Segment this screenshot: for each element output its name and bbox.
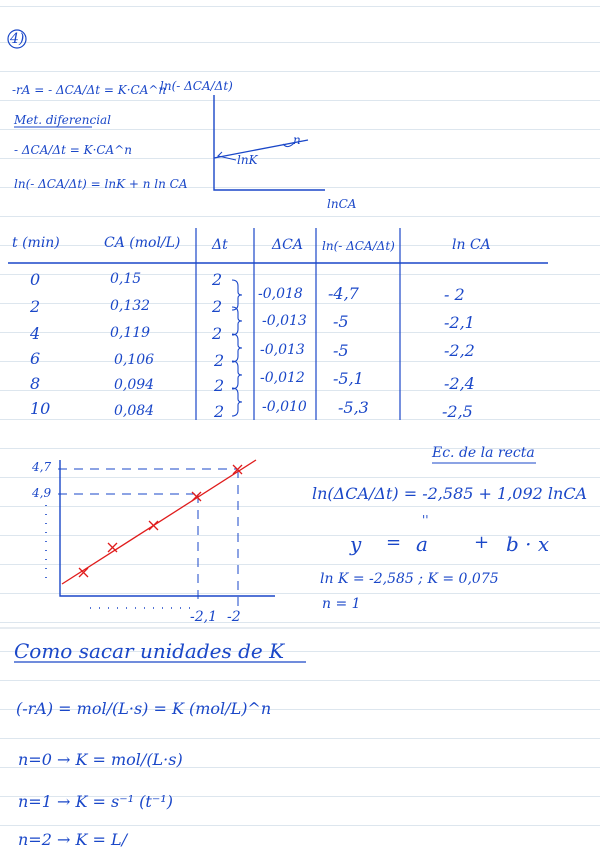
ln-rate-cell: -5,1 [333,369,364,388]
ca-cell: 0,094 [114,377,155,393]
ln-rate-cell: -4,7 [328,284,359,303]
t-cell: 0 [30,270,41,289]
units-n2: n=2 → K = L/ [18,830,128,849]
regression-lnk: ln K = -2,585 ; K = 0,075 [320,571,499,587]
ln-ca-cell: -2,2 [444,341,475,360]
graph-y-tick: 4,7 [32,460,52,474]
ca-cell: 0,084 [114,403,155,419]
table-braces [232,280,242,416]
graph-axes [60,460,275,596]
units-n0: n=0 → K = mol/(L·s) [18,750,183,769]
dca-cell: -0,018 [258,286,303,302]
dca-cell: -0,013 [260,342,305,358]
ln-rate-cell: -5 [333,341,349,360]
header-ln-rate: ln(- ΔCA/Δt) [322,239,395,253]
dt-cell: 2 [214,351,225,370]
diff-equation: - ΔCA/Δt = K·CA^n [14,143,133,157]
graph-y-tick: 4,9 [32,486,52,500]
ln-ca-cell: -2,1 [444,313,475,332]
ln-rate-cell: -5 [333,312,349,331]
header-t: t (min) [12,235,60,251]
units-title: Como sacar unidades de K [14,639,285,663]
regression-equation: ln(ΔCA/Δt) = -2,585 + 1,092 lnCA [312,484,588,503]
regression-title: Ec. de la recta [432,445,535,461]
regression-n: n = 1 [322,596,361,612]
graph-dots [46,505,190,608]
header-ca: CA (mol/L) [104,235,181,251]
regression-plus: + [474,532,490,553]
sketch-axes [214,95,325,190]
regression-line [62,460,256,584]
ln-ca-cell: -2,4 [444,374,475,393]
graph-x-tick: -2,1 [190,609,217,625]
rate-law: -rA = - ΔCA/Δt = K·CA^n [12,83,167,97]
regression-y: y [350,532,362,556]
regression-equals: = [386,532,402,553]
dt-cell: 2 [212,270,223,289]
dt-cell: 2 [214,402,225,421]
dca-cell: -0,012 [260,370,305,386]
met-label: Met. diferencial [14,113,112,127]
dt-cell: 2 [212,324,223,343]
header-ln-ca: ln CA [452,237,491,253]
header-dt: Δt [212,237,228,253]
t-cell: 4 [30,324,41,343]
dt-cell: 2 [212,297,223,316]
ca-cell: 0,119 [110,325,151,341]
header-dca: ΔCA [272,237,303,253]
sketch-y-label: ln(- ΔCA/Δt) [160,79,233,93]
units-equation: (-rA) = mol/(L·s) = K (mol/L)^n [16,699,272,718]
sketch-x-label: lnCA [327,197,357,211]
graph-guides [58,469,238,606]
regression-bx: b · x [506,532,550,556]
dt-cell: 2 [214,376,225,395]
ln-ca-cell: -2,5 [442,402,473,421]
ca-cell: 0,132 [110,298,151,314]
t-cell: 6 [30,349,41,368]
regression-a: a [416,532,428,556]
problem-number: 4) [10,31,25,47]
ln-equation: ln(- ΔCA/Δt) = lnK + n ln CA [14,177,188,191]
dca-cell: -0,010 [262,399,307,415]
t-cell: 2 [30,297,41,316]
ln-rate-cell: -5,3 [338,398,369,417]
ca-cell: 0,15 [110,271,142,287]
sketch-slope-label: n [293,133,301,147]
graph-x-tick: -2 [227,609,241,625]
regression-equiv-mark: '' [422,513,429,527]
t-cell: 8 [30,374,41,393]
ca-cell: 0,106 [114,352,155,368]
ln-ca-cell: - 2 [444,285,465,304]
dca-cell: -0,013 [262,313,307,329]
t-cell: 10 [30,399,51,418]
units-n1: n=1 → K = s⁻¹ (t⁻¹) [18,792,173,811]
sketch-lnk-label: lnK [237,153,258,167]
